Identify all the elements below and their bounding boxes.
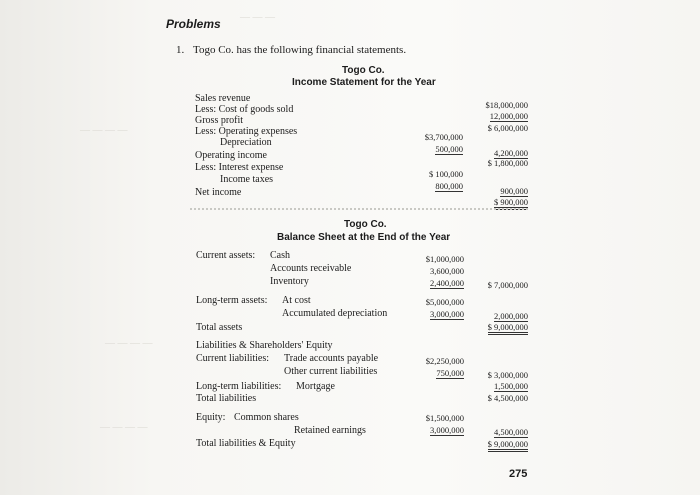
show-through-text: — — — — xyxy=(80,125,128,136)
common-shares-label: Common shares xyxy=(234,412,299,423)
cogs-value: 12,000,000 xyxy=(489,111,528,121)
section-divider xyxy=(190,208,528,210)
current-liabilities-total: $ 3,000,000 xyxy=(487,370,528,380)
at-cost-label: At cost xyxy=(282,295,311,306)
other-current-liabilities-value: 750,000 xyxy=(436,368,464,378)
long-term-liabilities-label: Long-term liabilities: xyxy=(196,381,282,392)
show-through-text: — — — xyxy=(240,12,275,23)
equity-total-value: 4,500,000 xyxy=(494,427,528,437)
taxes-total-value: 900,000 xyxy=(500,186,528,196)
income-taxes-value: 800,000 xyxy=(435,181,463,191)
cash-value: $1,000,000 xyxy=(425,254,464,264)
current-liabilities-label: Current liabilities: xyxy=(196,353,270,364)
problem-number: 1. xyxy=(176,44,185,56)
show-through-text: — — — — xyxy=(105,338,153,349)
current-assets-total: $ 7,000,000 xyxy=(487,280,528,290)
problem-text: Togo Co. has the following financial statements. xyxy=(193,44,407,56)
total-liabilities-label: Total liabilities xyxy=(196,393,257,404)
long-term-assets-total: 2,000,000 xyxy=(494,311,528,321)
accounts-receivable-value: 3,600,000 xyxy=(430,266,464,276)
operating-income-label: Operating income xyxy=(195,150,267,161)
section-heading: Problems xyxy=(166,17,221,31)
mortgage-label: Mortgage xyxy=(296,381,335,392)
cash-label: Cash xyxy=(270,250,290,261)
total-assets-value: $ 9,000,000 xyxy=(488,322,528,335)
liabilities-equity-header: Liabilities & Shareholders' Equity xyxy=(196,340,333,351)
equity-label: Equity: xyxy=(196,412,226,423)
interest-expense-label: Less: Interest expense xyxy=(195,162,284,173)
operating-expenses-value: $3,700,000 xyxy=(424,132,463,142)
current-assets-label: Current assets: xyxy=(196,250,256,261)
accounts-payable-value: $2,250,000 xyxy=(425,356,464,366)
long-term-assets-label: Long-term assets: xyxy=(196,295,268,306)
income-taxes-label: Income taxes xyxy=(220,174,274,185)
total-liabilities-equity-label: Total liabilities & Equity xyxy=(196,438,296,449)
accounts-receivable-label: Accounts receivable xyxy=(270,263,352,274)
cogs-label: Less: Cost of goods sold xyxy=(195,104,294,115)
operating-income-value: $ 1,800,000 xyxy=(487,158,528,168)
income-company-title: Togo Co. xyxy=(342,65,385,76)
other-current-liabilities-label: Other current liabilities xyxy=(284,366,378,377)
sales-revenue-value: $18,000,000 xyxy=(485,100,528,110)
net-income-label: Net income xyxy=(195,187,242,198)
total-liabilities-value: $ 4,500,000 xyxy=(487,393,528,403)
accounts-payable-label: Trade accounts payable xyxy=(284,353,379,364)
expenses-total-value: 4,200,000 xyxy=(494,148,528,158)
depreciation-label: Depreciation xyxy=(220,137,272,148)
mortgage-value: 1,500,000 xyxy=(494,381,528,391)
retained-earnings-value: 3,000,000 xyxy=(430,425,464,435)
gross-profit-label: Gross profit xyxy=(195,115,244,126)
accumulated-depreciation-value: 3,000,000 xyxy=(430,309,464,319)
income-statement-title: Income Statement for the Year xyxy=(292,77,436,88)
balance-sheet-title: Balance Sheet at the End of the Year xyxy=(277,232,451,243)
sales-revenue-label: Sales revenue xyxy=(195,93,251,104)
inventory-value: 2,400,000 xyxy=(430,278,464,288)
total-liabilities-equity-value: $ 9,000,000 xyxy=(488,439,528,452)
at-cost-value: $5,000,000 xyxy=(425,297,464,307)
interest-expense-value: $ 100,000 xyxy=(429,169,463,179)
common-shares-value: $1,500,000 xyxy=(425,413,464,423)
accumulated-depreciation-label: Accumulated depreciation xyxy=(282,308,388,319)
depreciation-value: 500,000 xyxy=(435,144,463,154)
balance-company-title: Togo Co. xyxy=(344,219,387,230)
show-through-text: — — — — xyxy=(100,422,148,433)
page-number: 275 xyxy=(509,468,528,480)
retained-earnings-label: Retained earnings xyxy=(294,425,366,436)
gross-profit-value: $ 6,000,000 xyxy=(487,123,528,133)
net-income-value: $ 900,000 xyxy=(494,197,528,210)
inventory-label: Inventory xyxy=(270,276,309,287)
total-assets-label: Total assets xyxy=(196,322,243,333)
operating-expenses-label: Less: Operating expenses xyxy=(195,126,298,137)
